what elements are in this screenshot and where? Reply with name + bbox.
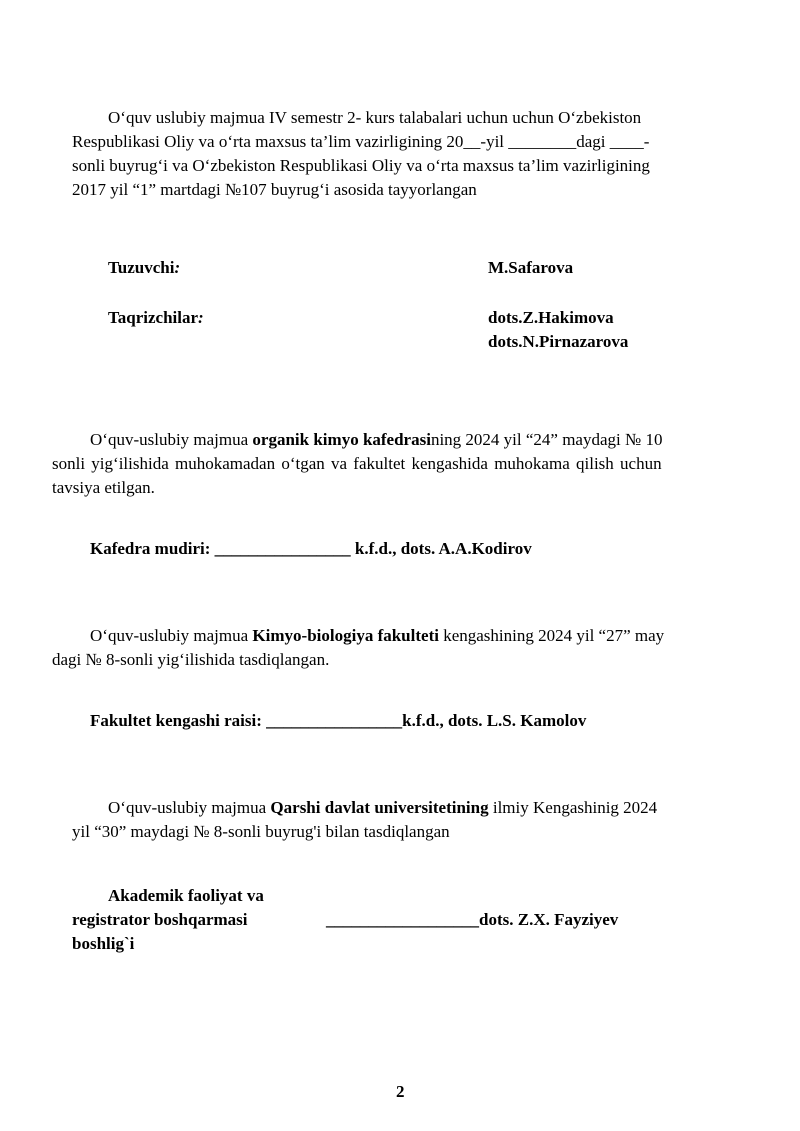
intro-line-1: O‘quv uslubiy majmua IV semestr 2- kurs talabalari uchun uchun O‘zbekiston [108,108,642,127]
signature-line: ________________ [266,711,403,730]
intro-line-2: Respublikasi Oliy va o‘rta maxsus ta’lim vazirligining 20__-yil ________dagi ____- [72,132,650,151]
faculty-line-2: dagi № 8-sonli yig‘ilishida tasdiqlangan. [52,650,330,669]
department-paragraph [52,428,728,500]
registrar-title: Akademik faoliyat va registrator boshqarmasi boshlig`i [72,886,264,953]
faculty-line-1: O‘quv-uslubiy majmua Kimyo-biologiya fakulteti kengashining 2024 yil “27” may [90,626,665,645]
intro-paragraph [72,106,712,202]
faculty-paragraph [52,624,728,672]
university-line-1: O‘quv-uslubiy majmua Qarshi davlat universitetining ilmiy Kengashinig 2024 [108,798,658,817]
head-of-department: Kafedra mudiri: ________________ k.f.d., dots. A.A.Kodirov [90,539,532,558]
reviewer-name: dots.Z.Hakimova [488,308,614,327]
page-number: 2 [396,1082,405,1101]
department-line-1: O‘quv-uslubiy majmua organik kimyo kafedrasining 2024 yil “24” maydagi № 10 [90,430,663,449]
reviewers-label: Taqrizchilar: [108,308,204,327]
faculty-chair: Fakultet kengashi raisi: ________________k.f.d., dots. L.S. Kamolov [90,711,587,730]
university-line-2: yil “30” maydagi № 8-sonli buyrug'i bilan tasdiqlangan [72,822,450,841]
intro-line-3: sonli buyrug‘i va O‘zbekiston Respublikasi Oliy va o‘rta maxsus ta’lim vazirligining [72,156,650,175]
department-name: organik kimyo kafedrasi [252,430,431,449]
reviewers-names [488,306,628,354]
intro-line-4: 2017 yil “1” martdagi №107 buyrug‘i asosida tayyorlangan [72,180,477,199]
compiler-label: Tuzuvchi: [108,258,181,277]
reviewer-name: dots.N.Pirnazarova [488,332,629,351]
signature-line: __________________ [326,910,479,929]
university-name: Qarshi davlat universitetining [270,798,489,817]
university-paragraph [72,796,722,844]
department-line-3: tavsiya etilgan. [52,478,155,497]
signature-line: ________________ [214,539,351,558]
department-line-2: sonli yig‘ilishida muhokamadan o‘tgan va fakultet kengashida muhokama qilish uchun [52,454,662,473]
registrar-signature: __________________dots. Z.X. Fayziyev [326,910,619,929]
faculty-name: Kimyo-biologiya fakulteti [252,626,439,645]
compiler-name: M.Safarova [488,258,574,277]
